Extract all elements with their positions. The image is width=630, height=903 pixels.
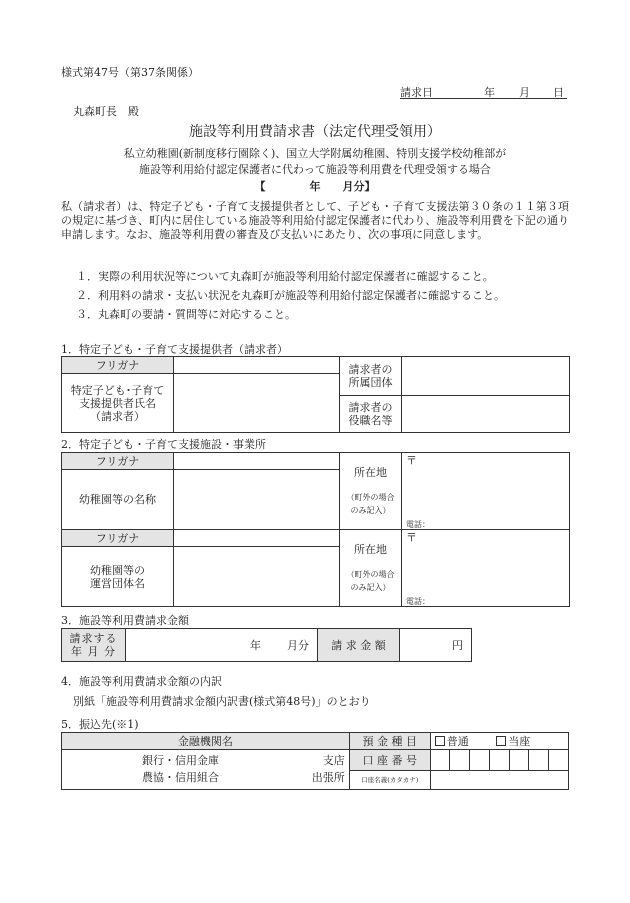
org-label: 請求者の 所属団体 [340, 357, 402, 396]
facility-address-label: 所在地 （町外の場合 のみ記入） [340, 453, 402, 530]
period-label: 請求する 年 月 分 [62, 629, 126, 662]
account-holder-label: 口座名義(カタカナ) [349, 771, 430, 790]
account-digit-3[interactable] [470, 750, 490, 771]
current-checkbox[interactable] [496, 736, 506, 746]
postal-mark: 〒 [406, 454, 417, 467]
subtitle-line-2: 施設等利用給付認定保護者に代わって施設等利用費を代理受領する場合 [139, 163, 491, 176]
period-month: 月分 [287, 639, 309, 652]
org-field[interactable] [402, 357, 570, 396]
operator-furigana-field[interactable] [174, 530, 340, 547]
page-title: 施設等利用費請求書（法定代理受領用） [189, 124, 441, 140]
account-digit-6[interactable] [529, 750, 549, 771]
bank-table [61, 732, 569, 790]
operator-furigana-label: フリガナ [62, 530, 174, 547]
furigana-label: フリガナ [62, 357, 174, 374]
institution-field[interactable] [62, 750, 350, 790]
date-year: 年 [484, 86, 495, 99]
consent-item-2: ２．利用料の請求・支払い状況を丸森町が施設等利用給付認定保護者に確認すること。 [76, 289, 505, 302]
facility-table [61, 452, 570, 607]
institution-label: 金融機関名 [62, 733, 350, 750]
provider-furigana-field[interactable] [174, 357, 340, 374]
request-date-line[interactable] [400, 84, 567, 99]
deposit-current-option[interactable]: 当座 [496, 735, 530, 748]
title-label: 請求者の 役職名等 [340, 396, 402, 433]
facility-address-field[interactable] [402, 453, 570, 530]
period-line: 【 年 月分】 [254, 180, 376, 193]
subtitle-line-1: 私立幼稚園(新制度移行園除く)、国立大学附属幼稚園、特別支援学校幼稚部が [123, 147, 507, 160]
amount-field[interactable] [400, 629, 472, 662]
provider-name-field[interactable] [174, 374, 340, 433]
section-1-heading: 1．特定子ども・子育て支援提供者（請求者） [61, 343, 288, 356]
branch-type-1: 支店 [322, 754, 345, 767]
facility-furigana-label: フリガナ [62, 453, 174, 470]
deposit-ordinary-option[interactable]: 普通 [435, 735, 469, 748]
period-year: 年 [250, 639, 261, 652]
section-5-heading: 5．振込先(※1) [61, 718, 139, 731]
facility-phone-label: 電話： [406, 520, 430, 529]
breakdown-text: 別紙「施設等利用費請求金額内訳書(様式第48号)」のとおり [73, 695, 371, 708]
amount-table [61, 628, 472, 662]
section-4-heading: 4．施設等利用費請求金額の内訳 [61, 675, 222, 688]
account-digit-7[interactable] [549, 750, 569, 771]
account-digit-4[interactable] [489, 750, 509, 771]
intro-paragraph: 私（請求者）は、特定子ども・子育て支援提供者として、子ども・子育て支援法第３０条の１１第３項の規定に基づき、町内に居住している施設等利用給付認定保護者に代わり、施設等利用費を下記の通り申請します。なお、施設等利用費の審査及び支払いにあたり、次の事項に同意します。 [61, 200, 569, 241]
account-digit-1[interactable] [430, 750, 450, 771]
operator-address-label: 所在地 （町外の場合 のみ記入） [340, 530, 402, 607]
ordinary-checkbox[interactable] [435, 736, 445, 746]
section-2-heading: 2．特定子ども・子育て支援施設・事業所 [61, 438, 266, 451]
addressee: 丸森町長 殿 [73, 105, 139, 118]
provider-table [61, 356, 570, 433]
consent-item-1: １．実際の利用状況等について丸森町が施設等利用給付認定保護者に確認すること。 [76, 270, 494, 283]
date-day: 日 [553, 86, 564, 99]
date-month: 月 [519, 86, 530, 99]
request-date-label: 請求日 [400, 86, 433, 99]
operator-postal-mark: 〒 [406, 531, 417, 544]
deposit-type-label: 預 金 種 目 [349, 733, 430, 750]
bank-type-1: 銀行・信用金庫 [142, 754, 219, 767]
period-field[interactable] [126, 629, 318, 662]
operator-name-label: 幼稚園等の 運営団体名 [62, 547, 174, 607]
branch-type-2: 出張所 [311, 771, 345, 784]
section-3-heading: 3．施設等利用費請求金額 [61, 614, 189, 627]
form-number: 様式第47号（第37条関係） [61, 66, 199, 79]
account-digit-2[interactable] [450, 750, 470, 771]
kindergarten-name-field[interactable] [174, 470, 340, 530]
title-field[interactable] [402, 396, 570, 433]
operator-phone-label: 電話： [406, 597, 430, 606]
bank-type-2: 農協・信用組合 [142, 771, 219, 784]
account-number-label: 口 座 番 号 [349, 750, 430, 771]
provider-name-label: 特定子ども･子育て 支援提供者氏名 （請求者） [62, 374, 174, 433]
deposit-type-options [430, 733, 568, 750]
amount-label: 請 求 金 額 [318, 629, 400, 662]
operator-address-field[interactable] [402, 530, 570, 607]
facility-furigana-field[interactable] [174, 453, 340, 470]
kindergarten-name-label: 幼稚園等の名称 [62, 470, 174, 530]
account-holder-field[interactable] [430, 771, 568, 790]
account-digit-5[interactable] [509, 750, 529, 771]
operator-name-field[interactable] [174, 547, 340, 607]
yen-unit: 円 [452, 638, 463, 652]
consent-item-3: ３．丸森町の要請・質問等に対応すること。 [76, 308, 296, 321]
